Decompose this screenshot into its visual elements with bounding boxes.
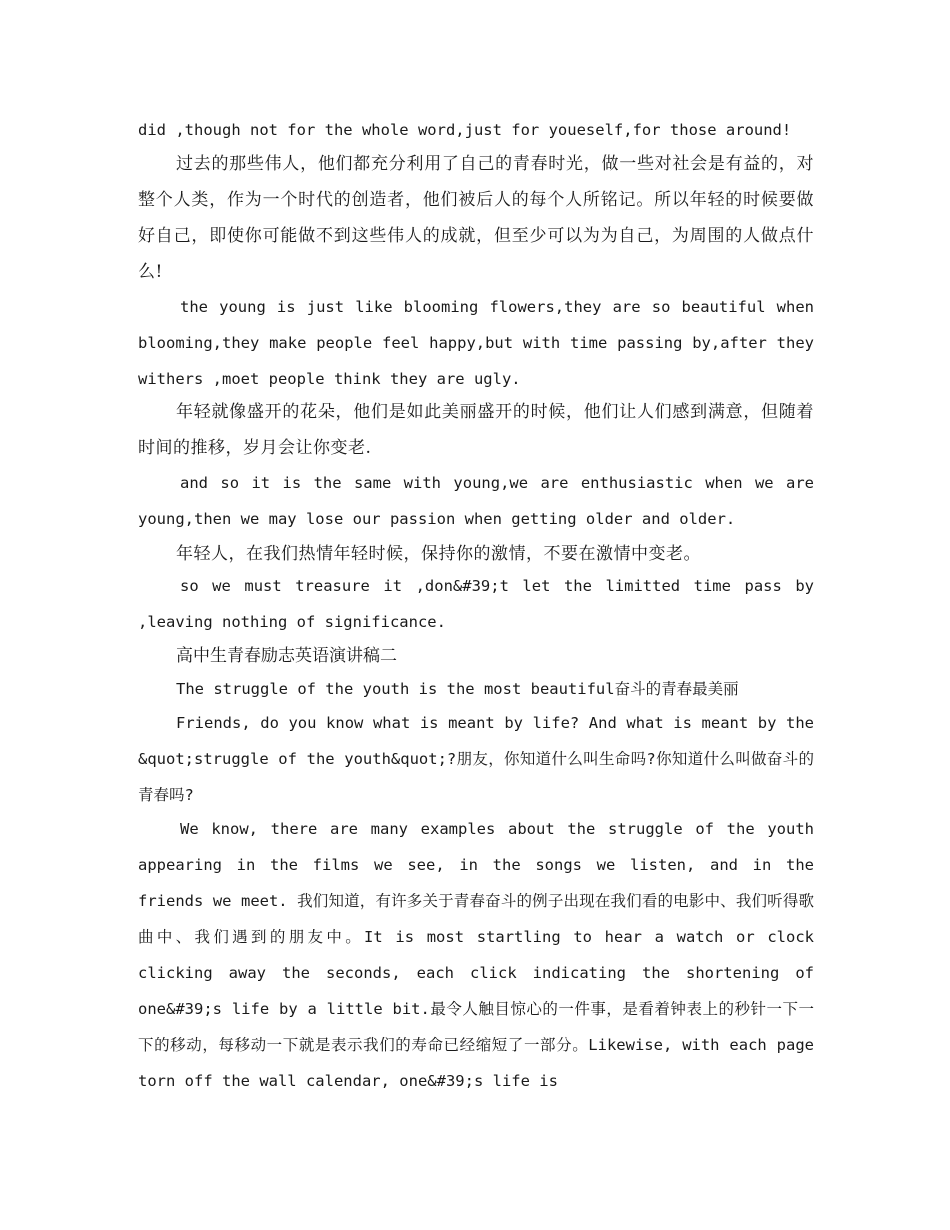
paragraph-blooming-flowers-cn: 年轻就像盛开的花朵，他们是如此美丽盛开的时候，他们让人们感到满意，但随着时间的推移，岁月会让你变老.: [138, 402, 814, 458]
paragraph-enthusiastic-cn: 年轻人，在我们热情年轻时候，保持你的激情，不要在激情中变老。: [176, 544, 701, 564]
paragraph-great-people-cn: 过去的那些伟人，他们都充分利用了自己的青春时光，做一些对社会是有益的，对整个人类，作为一个时代的创造者，他们被后人的每个人所铭记。所以年轻的时候要做好自己，即使你可能做不到这些伟人的成就，但至少可以为为自己，为周围的人做点什么!: [138, 154, 814, 282]
paragraph-treasure-en: so we must treasure it ,don&#39;t let the limitted time pass by ,leaving nothing of significance.: [138, 577, 814, 631]
paragraph-enthusiastic-en: and so it is the same with young,we are enthusiastic when we are young,then we may lose our passion when getting older and older.: [138, 474, 814, 528]
section-heading: 高中生青春励志英语演讲稿二: [176, 646, 397, 666]
paragraph-closing-line: did ,though not for the whole word,just for youeself,for those around!: [138, 121, 792, 139]
speech-title-line: The struggle of the youth is the most beautiful奋斗的青春最美丽: [176, 680, 739, 698]
paragraph-struggle-examples: We know, there are many examples about the struggle of the youth appearing in the films we see, in the songs we listen, and in the friends we meet. 我们知道，有许多关于青春奋斗的例子出现在我们看的电影中、我们听得歌曲中、我们遇到的朋友中。It is most startling to hear a watch or clock clicking away the seconds, each click indicating the shortening of one&#39;s life by a little bit.最令人触目惊心的一件事，是看着钟表上的秒针一下一下的移动，每移动一下就是表示我们的寿命已经缩短了一部分。Likewise, with each page torn off the wall calendar, one&#39;s life is: [138, 820, 814, 1090]
paragraph-friends-question: Friends, do you know what is meant by life? And what is meant by the &quot;struggle of the youth&quot;?朋友，你知道什么叫生命吗?你知道什么叫做奋斗的青春吗?: [138, 714, 814, 804]
paragraph-blooming-flowers-en: the young is just like blooming flowers,they are so beautiful when blooming,they make people feel happy,but with time passing by,after they withers ,moet people think they are ugly.: [138, 298, 814, 388]
